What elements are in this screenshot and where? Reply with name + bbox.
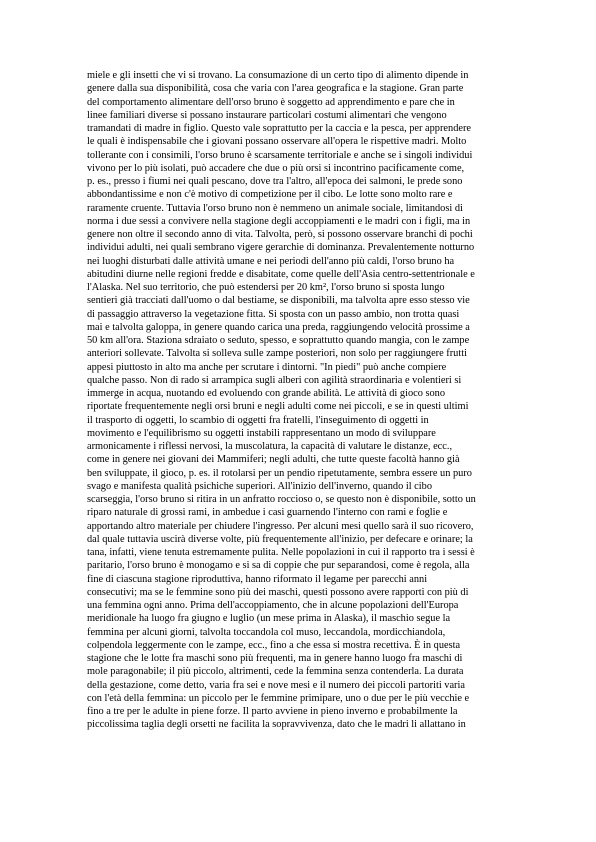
text-line: fine di ciascuna stagione riproduttiva, hanno riformato il legame per parecchi anni <box>87 573 428 585</box>
text-line: consecutivi; ma se le femmine sono più dei maschi, questi possono avere rapporti con più di <box>87 586 469 598</box>
text-line: miele e gli insetti che vi si trovano. La consumazione di un certo tipo di alimento dipende in <box>87 70 469 81</box>
text-line: stagione che le lotte fra maschi sono più frequenti, ma in genere hanno luogo fra maschi di <box>87 653 463 664</box>
text-line: abitudini diurne nelle regioni fredde e disabitate, come quelle dell'Asia centro-settentrionale e <box>87 268 475 280</box>
text-line: le quali è indispensabile che i giovani possano osservare all'opera le rispettive madri. Molto <box>87 136 467 148</box>
text-line: una femmina ogni anno. Prima dell'accoppiamento, che in alcune popolazioni dell'Europa <box>87 600 459 611</box>
text-line: 50 km all'ora. Staziona sdraiato o seduto, spesso, e soprattutto quando mangia, con le zampe <box>87 335 470 346</box>
text-line: fino a tre per le adulte in piene forze. Il parto avviene in pieno inverno e probabilmente la <box>87 706 458 717</box>
text-line: mai e talvolta galoppa, in genere quando carica una preda, raggiungendo velocità prossime a <box>87 321 470 333</box>
text-line: svago e manifesta qualità psichiche superiori. All'inizio dell'inverno, quando il cibo <box>87 480 432 492</box>
text-line: riportate frequentemente negli orsi bruni e negli adulti come nei piccoli, e se in questi ultimi <box>87 401 469 413</box>
text-line: abbondantissime e non c'è motivo di competizione per il cibo. Le lotte sono molto rare e <box>87 189 453 201</box>
text-line: colpendola leggermente con le zampe, ecc., fino a che essa si mostra recettiva. È in questa <box>87 639 461 651</box>
text-line: paritario, l'orso bruno è monogamo e si sa di coppie che pur separandosi, come è regola, alla <box>87 560 470 572</box>
text-line: con l'età della femmina: un piccolo per le femmine primipare, uno o due per le più vecchie e <box>87 692 470 704</box>
text-line: nei luoghi disturbati dalle attività umane e nei periodi dell'anno più caldi, l'orso bruno ha <box>87 255 455 267</box>
text-line: sentieri già tracciati dall'uomo o dal bestiame, se disponibili, ma talvolta apre esso stesso vie <box>87 295 470 307</box>
text-line: appesi piuttosto in alto ma anche per scrutare i dintorni. "In piedi" può anche compiere <box>87 361 447 373</box>
text-line: raramente cruente. Tuttavia l'orso bruno non è nemmeno un animale sociale, limitandosi di <box>87 202 463 214</box>
text-line: movimento e l'equilibrismo su oggetti instabili rappresentano un modo di sviluppare <box>87 427 436 439</box>
text-line: della gestazione, come detto, varia fra sei e nove mesi e il numero dei piccoli partoriti varia <box>87 679 465 691</box>
text-line: l'Alaska. Nel suo territorio, che può estendersi per 20 km², l'orso bruno si sposta lungo <box>87 282 445 293</box>
text-line: mole paragonabile; il più piccolo, altrimenti, cede la femmina senza contenderla. La durata <box>87 666 464 678</box>
text-line: armonicamente i riflessi nervosi, la muscolatura, la capacità di valutare le distanze, ecc., <box>87 441 453 452</box>
body-text <box>87 69 527 732</box>
text-line: apportando altro materiale per chiudere l'ingresso. Per alcuni mesi quello sarà il suo ricovero, <box>87 520 474 532</box>
text-line: anteriori sollevate. Talvolta si solleva sulle zampe posteriori, non solo per raggiungere frutti <box>87 348 467 360</box>
text-line: ben sviluppate, il gioco, p. es. il rotolarsi per un pendio ripetutamente, sembra essere un puro <box>87 467 472 479</box>
text-line: linee familiari diverse si possano instaurare particolari costumi alimentari che vengono <box>87 109 447 121</box>
text-line: riparo naturale di grossi rami, in ambedue i casi guarnendo l'interno con rami e foglie e <box>87 507 448 519</box>
text-line: qualche passo. Non di rado si arrampica sugli alberi con agilità straordinaria e volentieri si <box>87 374 462 386</box>
text-line: tana, infatti, viene tenuta estremamente pulita. Nelle popolazioni in cui il rapporto tra i sessi è <box>87 547 475 558</box>
text-line: di passaggio attraverso la vegetazione fitta. Si sposta con un passo ambio, non trotta quasi <box>87 308 460 320</box>
text-line: scarseggia, l'orso bruno si ritira in un anfratto roccioso o, se questo non è disponibile, sotto un <box>87 494 476 505</box>
text-line: il trasporto di oggetti, lo scambio di oggetti fra fratelli, l'inseguimento di oggetti in <box>87 414 429 426</box>
text-line: individui adulti, nei quali sembrano vigere gerarchie di dominanza. Prevalentemente notturno <box>87 242 475 254</box>
text-line: immerge in acqua, nuotando ed evoluendo con grande abilità. Le attività di gioco sono <box>87 388 446 399</box>
text-line: dal quale tuttavia uscirà diverse volte, più frequentemente all'inizio, per defecare e orinare; la <box>87 533 473 545</box>
text-line: meridionale ha luogo fra giugno e luglio (un mese prima in Alaska), il maschio segue la <box>87 613 451 625</box>
text-line: p. es., presso i fiumi nei quali pescano, dove tra l'altro, all'epoca dei salmoni, le prede sono <box>87 176 463 187</box>
text-line: come in genere nei giovani dei Mammiferi; negli adulti, che tutte queste facoltà hanno già <box>87 454 460 466</box>
text-line: genere dalla sua disponibilità, cosa che varia con l'area geografica e la stagione. Gran parte <box>87 83 464 95</box>
text-line: tramandati di madre in figlio. Questo vale soprattutto per la caccia e la pesca, per apprendere <box>87 123 471 134</box>
text-line: del comportamento alimentare dell'orso bruno è soggetto ad apprendimento e pare che in <box>87 96 455 108</box>
text-line: femmina per alcuni giorni, talvolta toccandola col muso, leccandola, mordicchiandola, <box>87 626 446 638</box>
text-line: vivono per lo più isolati, può accadere che due o più orsi si incontrino pacificamente come, <box>87 162 465 174</box>
text-line: tollerante con i consimili, l'orso bruno è scarsamente territoriale e anche se i singoli individui <box>87 149 473 161</box>
text-line: norma i due sessi a convivere nella stagione degli accoppiamenti e le madri con i figli, ma in <box>87 215 471 227</box>
text-line: piccolissima taglia degli orsetti ne facilita la sopravvivenza, dato che le madri li allattano in <box>87 719 466 731</box>
text-line: genere non oltre il secondo anno di vita. Talvolta, però, si possono osservare branchi di pochi <box>87 229 473 240</box>
